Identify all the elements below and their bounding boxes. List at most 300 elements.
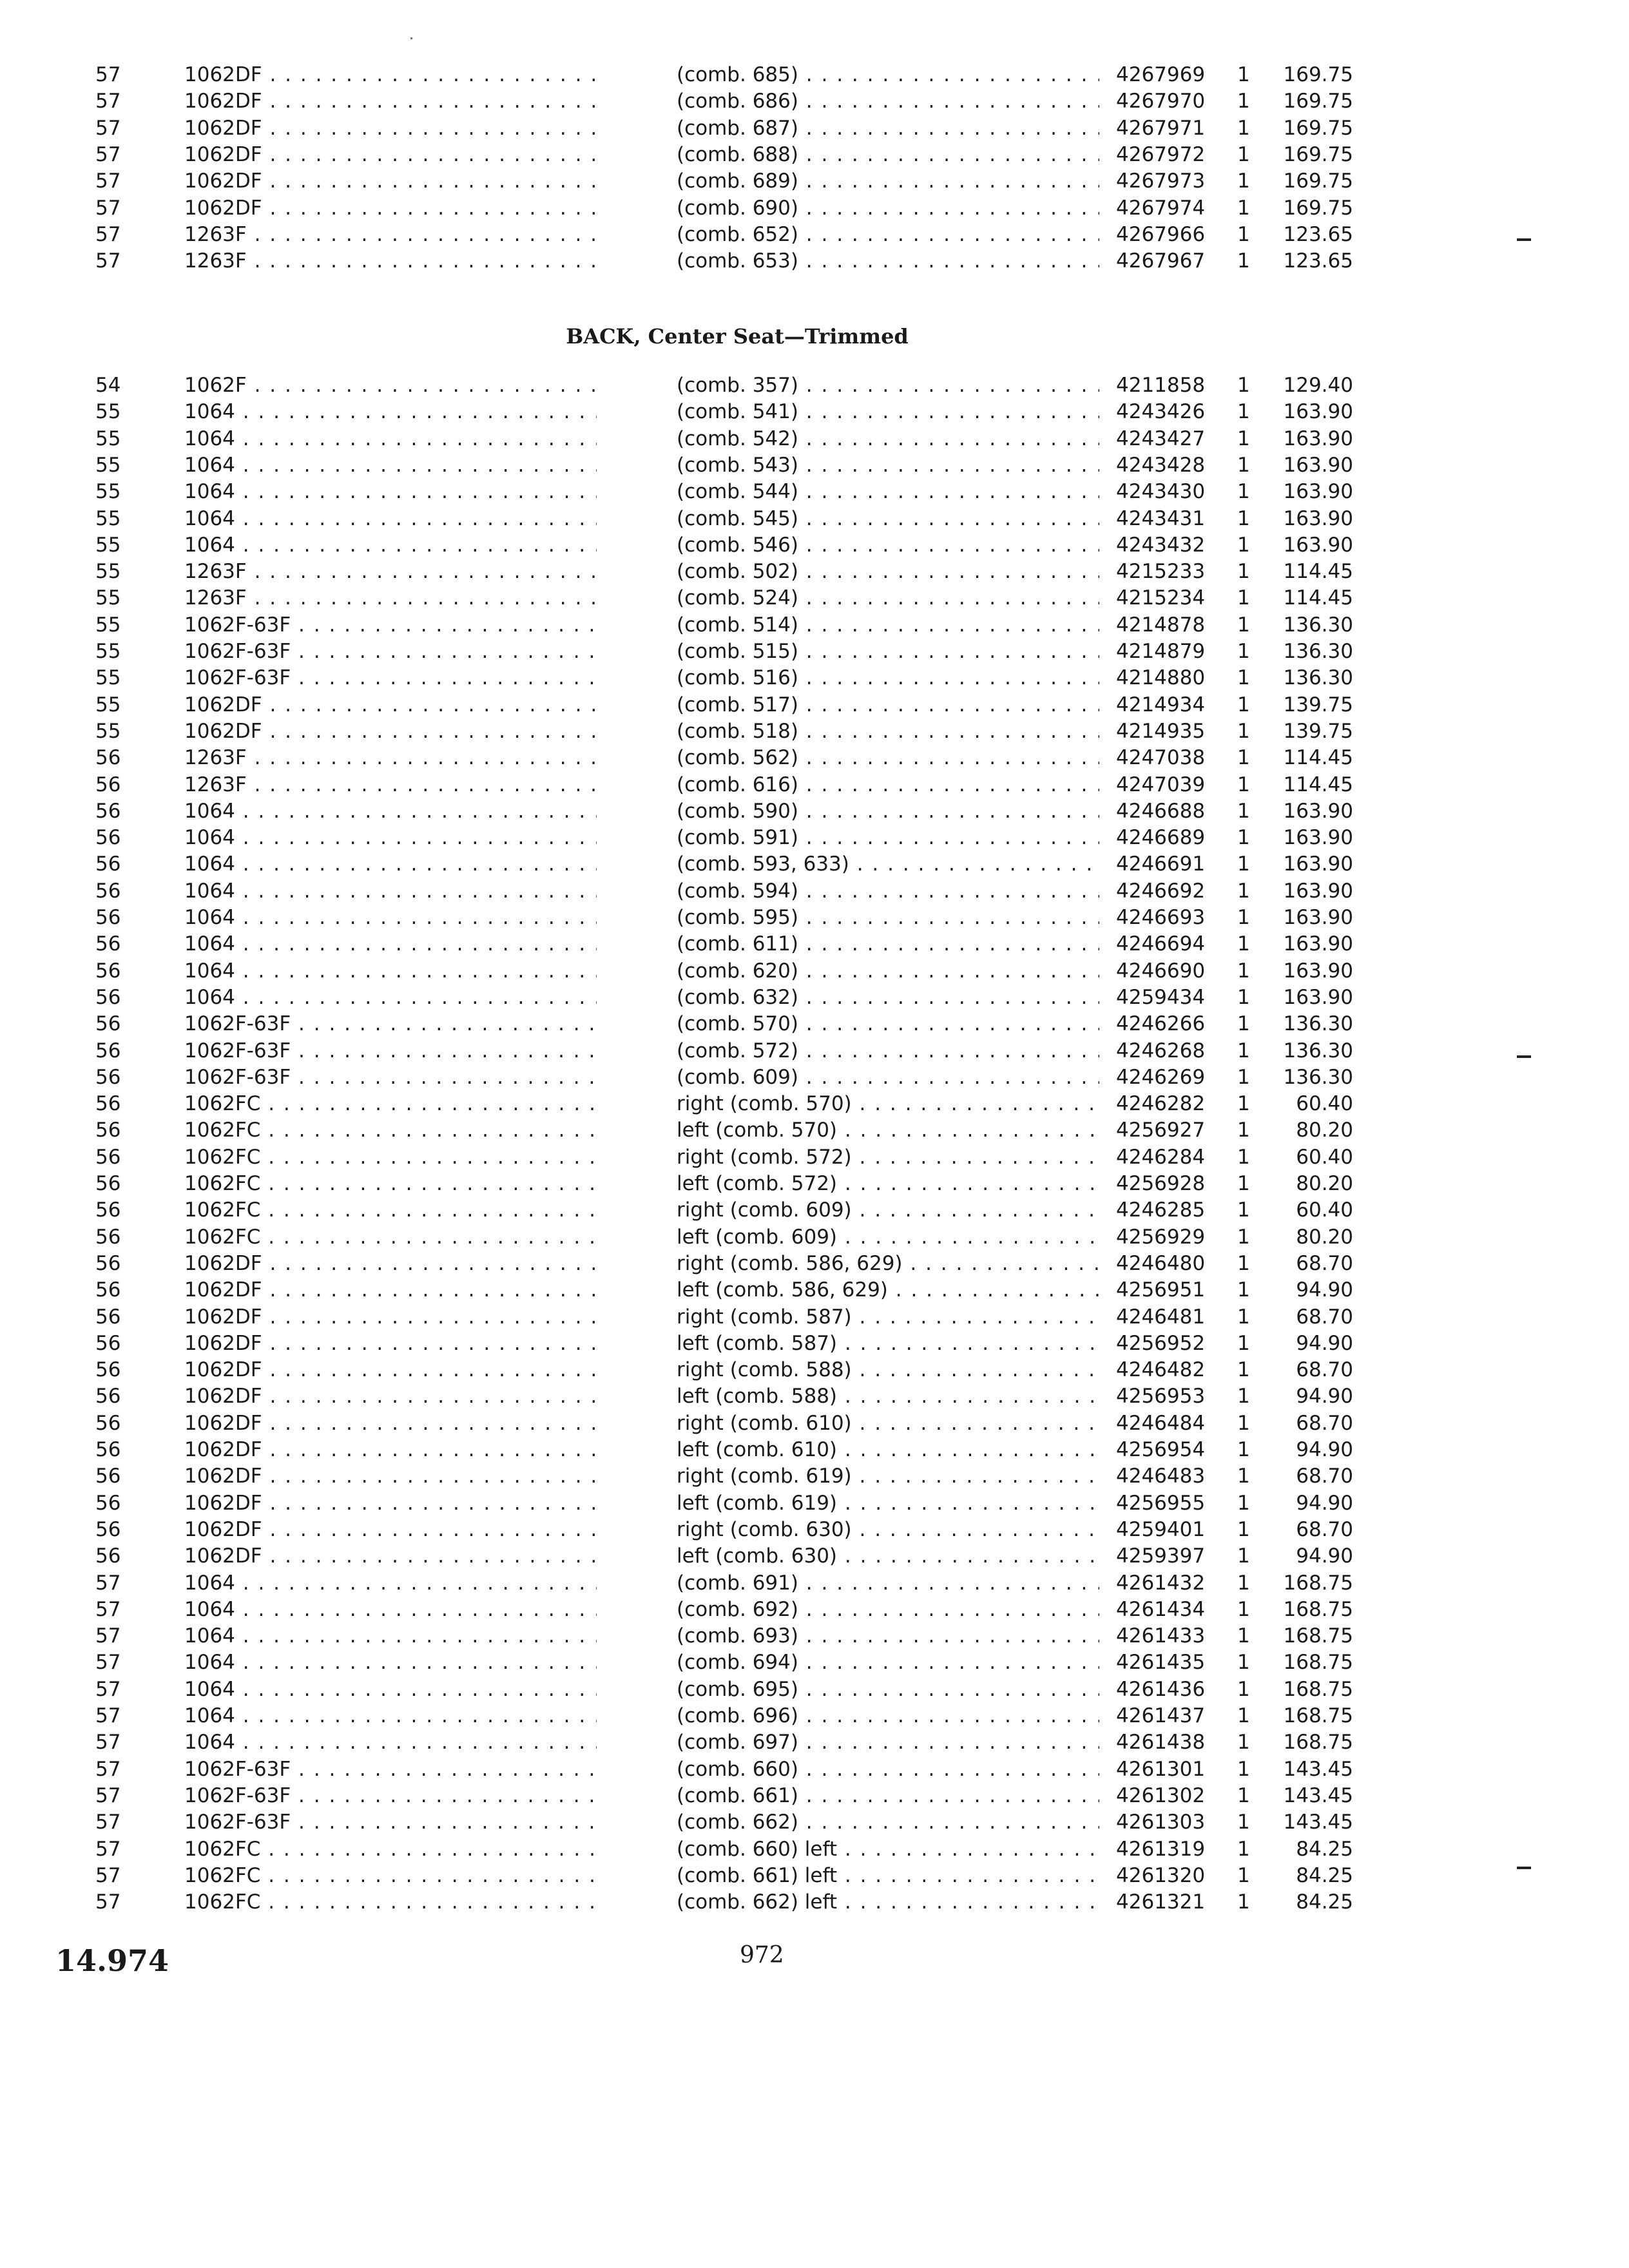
description-cell: (comb. 660) . . . (677, 1756, 1099, 1783)
price-cell: 169.75 (1283, 196, 1353, 220)
description-cell: (comb. 543) . . . (677, 452, 1099, 479)
year-cell: 56 (95, 1438, 121, 1461)
year-cell: 57 (95, 1571, 121, 1595)
year-cell: 56 (95, 1465, 121, 1488)
description-cell: (comb. 515) . . . (677, 639, 1099, 665)
price-cell: 114.45 (1283, 560, 1353, 584)
quantity-cell: 1 (1237, 773, 1250, 796)
quantity-cell: 1 (1237, 1731, 1250, 1754)
part-number-cell: 4243432 (1116, 533, 1206, 557)
price-cell: 68.70 (1296, 1517, 1353, 1541)
price-cell: 60.40 (1296, 1145, 1353, 1169)
quantity-cell: 1 (1237, 169, 1250, 193)
table-row (0, 1783, 1629, 1809)
scan-speck (410, 37, 412, 39)
price-cell: 123.65 (1283, 222, 1353, 246)
price-cell: 163.90 (1283, 879, 1353, 903)
table-row (0, 532, 1629, 559)
price-cell: 68.70 (1296, 1358, 1353, 1382)
part-number-cell: 4256955 (1116, 1491, 1206, 1515)
description-cell: right (comb. 570) . . . (677, 1091, 1099, 1117)
table-row (0, 1357, 1629, 1383)
table-row (0, 168, 1629, 195)
model-cell: 1062F-63F . . . (184, 1783, 597, 1809)
price-cell: 68.70 (1296, 1411, 1353, 1435)
year-cell: 57 (95, 1757, 121, 1781)
price-cell: 129.40 (1283, 374, 1353, 397)
quantity-cell: 1 (1237, 1305, 1250, 1329)
year-cell: 57 (95, 1837, 121, 1861)
description-cell: (comb. 688) . . . (677, 142, 1099, 168)
table-row (0, 1677, 1629, 1703)
table-row (0, 1437, 1629, 1463)
table-row (0, 248, 1629, 274)
model-cell: 1062DF . . . (184, 1304, 597, 1331)
price-cell: 136.30 (1283, 1065, 1353, 1089)
description-cell: (comb. 693) . . . (677, 1623, 1099, 1649)
quantity-cell: 1 (1237, 1438, 1250, 1461)
part-number-cell: 4261320 (1116, 1863, 1206, 1887)
year-cell: 56 (95, 1385, 121, 1408)
model-cell: 1062DF . . . (184, 1277, 597, 1303)
quantity-cell: 1 (1237, 1491, 1250, 1515)
price-cell: 84.25 (1296, 1863, 1353, 1887)
part-number-cell: 4246269 (1116, 1065, 1206, 1089)
description-cell: right (comb. 630) . . . (677, 1517, 1099, 1543)
description-cell: (comb. 687) . . . (677, 115, 1099, 142)
model-cell: 1064 . . . (184, 1649, 597, 1676)
part-number-cell: 4246282 (1116, 1092, 1206, 1116)
table-row (0, 426, 1629, 452)
model-cell: 1064 . . . (184, 452, 597, 479)
quantity-cell: 1 (1237, 222, 1250, 246)
description-cell: (comb. 611) . . . (677, 931, 1099, 957)
part-number-cell: 4259401 (1116, 1517, 1206, 1541)
part-number-cell: 4267973 (1116, 169, 1206, 193)
part-number-cell: 4247039 (1116, 773, 1206, 796)
price-cell: 84.25 (1296, 1890, 1353, 1914)
description-cell: (comb. 695) . . . (677, 1677, 1099, 1703)
part-number-cell: 4246691 (1116, 852, 1206, 876)
year-cell: 55 (95, 453, 121, 477)
price-cell: 136.30 (1283, 1039, 1353, 1062)
model-cell: 1064 . . . (184, 426, 597, 452)
part-number-cell: 4246483 (1116, 1465, 1206, 1488)
table-row (0, 115, 1629, 142)
model-cell: 1263F . . . (184, 772, 597, 798)
year-cell: 56 (95, 959, 121, 983)
model-cell: 1062F-63F . . . (184, 665, 597, 691)
part-number-cell: 4261437 (1116, 1704, 1206, 1727)
model-cell: 1062FC . . . (184, 1171, 597, 1197)
quantity-cell: 1 (1237, 533, 1250, 557)
table-row (0, 1623, 1629, 1649)
price-cell: 136.30 (1283, 666, 1353, 690)
table-row (0, 1703, 1629, 1729)
price-cell: 60.40 (1296, 1092, 1353, 1116)
model-cell: 1062DF . . . (184, 1437, 597, 1463)
part-number-cell: 4261432 (1116, 1571, 1206, 1595)
quantity-cell: 1 (1237, 400, 1250, 424)
quantity-cell: 1 (1237, 746, 1250, 770)
part-number-cell: 4261434 (1116, 1597, 1206, 1621)
price-cell: 94.90 (1296, 1385, 1353, 1408)
year-cell: 56 (95, 852, 121, 876)
price-cell: 114.45 (1283, 586, 1353, 610)
model-cell: 1062DF . . . (184, 1517, 597, 1543)
table-row (0, 559, 1629, 585)
model-cell: 1064 . . . (184, 506, 597, 532)
price-cell: 143.45 (1283, 1811, 1353, 1834)
description-cell: (comb. 357) . . . (677, 372, 1099, 399)
table-row (0, 372, 1629, 399)
price-cell: 163.90 (1283, 506, 1353, 530)
part-number-cell: 4261302 (1116, 1783, 1206, 1807)
year-cell: 56 (95, 1411, 121, 1435)
part-number-cell: 4243430 (1116, 480, 1206, 504)
description-cell: (comb. 609) . . . (677, 1064, 1099, 1091)
year-cell: 57 (95, 1651, 121, 1675)
model-cell: 1062DF . . . (184, 115, 597, 142)
quantity-cell: 1 (1237, 613, 1250, 637)
part-number-cell: 4267969 (1116, 63, 1206, 86)
table-row (0, 692, 1629, 718)
price-cell: 168.75 (1283, 1704, 1353, 1727)
quantity-cell: 1 (1237, 1172, 1250, 1195)
quantity-cell: 1 (1237, 879, 1250, 903)
part-number-cell: 4215234 (1116, 586, 1206, 610)
description-cell: left (comb. 572) . . . (677, 1171, 1099, 1197)
year-cell: 57 (95, 90, 121, 113)
part-number-cell: 4256953 (1116, 1385, 1206, 1408)
year-cell: 57 (95, 1811, 121, 1834)
description-cell: (comb. 653) . . . (677, 248, 1099, 274)
year-cell: 56 (95, 1119, 121, 1142)
part-number-cell: 4261438 (1116, 1731, 1206, 1754)
description-cell: (comb. 661) left . . . (677, 1863, 1099, 1889)
description-cell: left (comb. 630) . . . (677, 1543, 1099, 1570)
year-cell: 57 (95, 169, 121, 193)
part-number-cell: 4267966 (1116, 222, 1206, 246)
description-cell: (comb. 689) . . . (677, 168, 1099, 195)
table-row (0, 665, 1629, 691)
price-cell: 94.90 (1296, 1438, 1353, 1461)
model-cell: 1062F-63F . . . (184, 1038, 597, 1064)
year-cell: 56 (95, 1092, 121, 1116)
table-row (0, 479, 1629, 505)
part-number-cell: 4256928 (1116, 1172, 1206, 1195)
margin-tick-mark (1517, 1055, 1531, 1058)
description-cell: right (comb. 619) . . . (677, 1463, 1099, 1490)
description-cell: left (comb. 610) . . . (677, 1437, 1099, 1463)
quantity-cell: 1 (1237, 826, 1250, 850)
year-cell: 56 (95, 1225, 121, 1249)
quantity-cell: 1 (1237, 249, 1250, 273)
part-number-cell: 4214879 (1116, 640, 1206, 663)
quantity-cell: 1 (1237, 560, 1250, 584)
model-cell: 1263F . . . (184, 559, 597, 585)
model-cell: 1062DF . . . (184, 1383, 597, 1410)
quantity-cell: 1 (1237, 852, 1250, 876)
price-cell: 139.75 (1283, 719, 1353, 743)
part-number-cell: 4246480 (1116, 1251, 1206, 1275)
quantity-cell: 1 (1237, 90, 1250, 113)
description-cell: (comb. 692) . . . (677, 1597, 1099, 1623)
part-number-cell: 4261301 (1116, 1757, 1206, 1781)
model-cell: 1064 . . . (184, 985, 597, 1011)
price-cell: 123.65 (1283, 249, 1353, 273)
quantity-cell: 1 (1237, 1198, 1250, 1222)
quantity-cell: 1 (1237, 116, 1250, 140)
year-cell: 55 (95, 533, 121, 557)
price-cell: 80.20 (1296, 1225, 1353, 1249)
description-cell: (comb. 517) . . . (677, 692, 1099, 718)
year-cell: 57 (95, 116, 121, 140)
part-number-cell: 4261321 (1116, 1890, 1206, 1914)
part-number-cell: 4246693 (1116, 906, 1206, 929)
table-row (0, 506, 1629, 532)
price-cell: 84.25 (1296, 1837, 1353, 1861)
description-cell: (comb. 697) . . . (677, 1729, 1099, 1756)
table-row (0, 1144, 1629, 1171)
year-cell: 56 (95, 1198, 121, 1222)
table-row (0, 1331, 1629, 1357)
model-cell: 1263F . . . (184, 585, 597, 611)
part-number-cell: 4214878 (1116, 613, 1206, 637)
quantity-cell: 1 (1237, 932, 1250, 956)
model-cell: 1064 . . . (184, 851, 597, 878)
description-cell: left (comb. 609) . . . (677, 1224, 1099, 1251)
quantity-cell: 1 (1237, 799, 1250, 823)
table-row (0, 1729, 1629, 1756)
part-number-cell: 4243426 (1116, 400, 1206, 424)
model-cell: 1062F-63F . . . (184, 639, 597, 665)
description-cell: (comb. 516) . . . (677, 665, 1099, 691)
quantity-cell: 1 (1237, 1331, 1250, 1355)
price-cell: 163.90 (1283, 427, 1353, 450)
table-row (0, 1224, 1629, 1251)
year-cell: 56 (95, 1145, 121, 1169)
year-cell: 55 (95, 427, 121, 450)
quantity-cell: 1 (1237, 586, 1250, 610)
description-cell: left (comb. 587) . . . (677, 1331, 1099, 1357)
description-cell: (comb. 518) . . . (677, 718, 1099, 745)
description-cell: (comb. 562) . . . (677, 745, 1099, 771)
price-cell: 136.30 (1283, 613, 1353, 637)
price-cell: 163.90 (1283, 852, 1353, 876)
table-row (0, 1064, 1629, 1091)
part-number-cell: 4211858 (1116, 374, 1206, 397)
quantity-cell: 1 (1237, 1358, 1250, 1382)
quantity-cell: 1 (1237, 1225, 1250, 1249)
table-row (0, 142, 1629, 168)
table-row (0, 1597, 1629, 1623)
quantity-cell: 1 (1237, 142, 1250, 166)
part-number-cell: 4267972 (1116, 142, 1206, 166)
model-cell: 1064 . . . (184, 1729, 597, 1756)
margin-tick-mark (1517, 1867, 1531, 1869)
part-number-cell: 4243431 (1116, 506, 1206, 530)
table-row (0, 62, 1629, 88)
quantity-cell: 1 (1237, 1677, 1250, 1701)
quantity-cell: 1 (1237, 1251, 1250, 1275)
page-number: 972 (740, 1942, 784, 1968)
price-cell: 94.90 (1296, 1544, 1353, 1568)
table-row (0, 825, 1629, 851)
quantity-cell: 1 (1237, 1465, 1250, 1488)
price-cell: 168.75 (1283, 1651, 1353, 1675)
table-row (0, 1197, 1629, 1224)
part-number-cell: 4246481 (1116, 1305, 1206, 1329)
price-cell: 80.20 (1296, 1119, 1353, 1142)
model-cell: 1062DF . . . (184, 718, 597, 745)
price-cell: 169.75 (1283, 169, 1353, 193)
model-cell: 1062FC . . . (184, 1863, 597, 1889)
model-cell: 1064 . . . (184, 399, 597, 425)
description-cell: (comb. 502) . . . (677, 559, 1099, 585)
part-number-cell: 4267967 (1116, 249, 1206, 273)
table-row (0, 798, 1629, 825)
table-row (0, 1543, 1629, 1570)
model-cell: 1064 . . . (184, 1703, 597, 1729)
year-cell: 56 (95, 1251, 121, 1275)
part-number-cell: 4246688 (1116, 799, 1206, 823)
table-row (0, 745, 1629, 771)
quantity-cell: 1 (1237, 1597, 1250, 1621)
year-cell: 57 (95, 1863, 121, 1887)
description-cell: (comb. 694) . . . (677, 1649, 1099, 1676)
year-cell: 57 (95, 1597, 121, 1621)
price-cell: 136.30 (1283, 640, 1353, 663)
part-number-cell: 4246692 (1116, 879, 1206, 903)
part-number-cell: 4214934 (1116, 693, 1206, 716)
description-cell: (comb. 545) . . . (677, 506, 1099, 532)
price-cell: 139.75 (1283, 693, 1353, 716)
model-cell: 1064 . . . (184, 958, 597, 985)
description-cell: (comb. 572) . . . (677, 1038, 1099, 1064)
part-number-cell: 4261303 (1116, 1811, 1206, 1834)
model-cell: 1064 . . . (184, 798, 597, 825)
description-cell: (comb. 514) . . . (677, 612, 1099, 639)
table-row (0, 1171, 1629, 1197)
model-cell: 1062DF . . . (184, 692, 597, 718)
part-number-cell: 4259434 (1116, 985, 1206, 1009)
year-cell: 56 (95, 932, 121, 956)
price-cell: 163.90 (1283, 400, 1353, 424)
description-cell: (comb. 541) . . . (677, 399, 1099, 425)
price-cell: 168.75 (1283, 1624, 1353, 1648)
year-cell: 55 (95, 640, 121, 663)
quantity-cell: 1 (1237, 63, 1250, 86)
part-number-cell: 4256952 (1116, 1331, 1206, 1355)
model-cell: 1064 . . . (184, 905, 597, 931)
price-cell: 168.75 (1283, 1571, 1353, 1595)
table-row (0, 1517, 1629, 1543)
price-cell: 169.75 (1283, 116, 1353, 140)
model-cell: 1062FC . . . (184, 1091, 597, 1117)
quantity-cell: 1 (1237, 985, 1250, 1009)
table-row (0, 851, 1629, 878)
model-cell: 1062DF . . . (184, 1490, 597, 1517)
table-row (0, 718, 1629, 745)
description-cell: (comb. 696) . . . (677, 1703, 1099, 1729)
model-cell: 1263F . . . (184, 248, 597, 274)
section-number: 14.974 (55, 1943, 169, 1978)
model-cell: 1062FC . . . (184, 1889, 597, 1916)
quantity-cell: 1 (1237, 1411, 1250, 1435)
table-row (0, 1011, 1629, 1037)
model-cell: 1062F-63F . . . (184, 1064, 597, 1091)
description-cell: left (comb. 570) . . . (677, 1117, 1099, 1144)
year-cell: 56 (95, 985, 121, 1009)
price-cell: 168.75 (1283, 1597, 1353, 1621)
price-cell: 163.90 (1283, 453, 1353, 477)
model-cell: 1062DF . . . (184, 168, 597, 195)
description-cell: (comb. 593, 633) . . . (677, 851, 1099, 878)
model-cell: 1064 . . . (184, 825, 597, 851)
year-cell: 57 (95, 1677, 121, 1701)
part-number-cell: 4246285 (1116, 1198, 1206, 1222)
quantity-cell: 1 (1237, 1092, 1250, 1116)
table-row (0, 985, 1629, 1011)
quantity-cell: 1 (1237, 959, 1250, 983)
part-number-cell: 4261319 (1116, 1837, 1206, 1861)
description-cell: (comb. 662) left . . . (677, 1889, 1099, 1916)
part-number-cell: 4246266 (1116, 1012, 1206, 1036)
description-cell: (comb. 685) . . . (677, 62, 1099, 88)
price-cell: 169.75 (1283, 63, 1353, 86)
price-cell: 80.20 (1296, 1172, 1353, 1195)
model-cell: 1064 . . . (184, 1623, 597, 1649)
model-cell: 1062DF . . . (184, 1410, 597, 1437)
table-row (0, 452, 1629, 479)
year-cell: 56 (95, 906, 121, 929)
part-number-cell: 4215233 (1116, 560, 1206, 584)
year-cell: 56 (95, 799, 121, 823)
quantity-cell: 1 (1237, 1119, 1250, 1142)
description-cell: (comb. 595) . . . (677, 905, 1099, 931)
quantity-cell: 1 (1237, 719, 1250, 743)
year-cell: 57 (95, 1890, 121, 1914)
price-cell: 163.90 (1283, 799, 1353, 823)
table-row (0, 1863, 1629, 1889)
model-cell: 1064 . . . (184, 532, 597, 559)
quantity-cell: 1 (1237, 1517, 1250, 1541)
description-cell: (comb. 546) . . . (677, 532, 1099, 559)
description-cell: right (comb. 610) . . . (677, 1410, 1099, 1437)
quantity-cell: 1 (1237, 906, 1250, 929)
part-number-cell: 4256954 (1116, 1438, 1206, 1461)
quantity-cell: 1 (1237, 1571, 1250, 1595)
price-cell: 94.90 (1296, 1331, 1353, 1355)
quantity-cell: 1 (1237, 1704, 1250, 1727)
quantity-cell: 1 (1237, 1837, 1250, 1861)
table-row (0, 639, 1629, 665)
table-row (0, 1649, 1629, 1676)
price-cell: 163.90 (1283, 906, 1353, 929)
year-cell: 55 (95, 666, 121, 690)
quantity-cell: 1 (1237, 1863, 1250, 1887)
quantity-cell: 1 (1237, 1624, 1250, 1648)
table-row (0, 195, 1629, 222)
table-row (0, 1251, 1629, 1277)
quantity-cell: 1 (1237, 196, 1250, 220)
description-cell: (comb. 590) . . . (677, 798, 1099, 825)
description-cell: (comb. 620) . . . (677, 958, 1099, 985)
year-cell: 57 (95, 1624, 121, 1648)
description-cell: left (comb. 619) . . . (677, 1490, 1099, 1517)
model-cell: 1062FC . . . (184, 1117, 597, 1144)
